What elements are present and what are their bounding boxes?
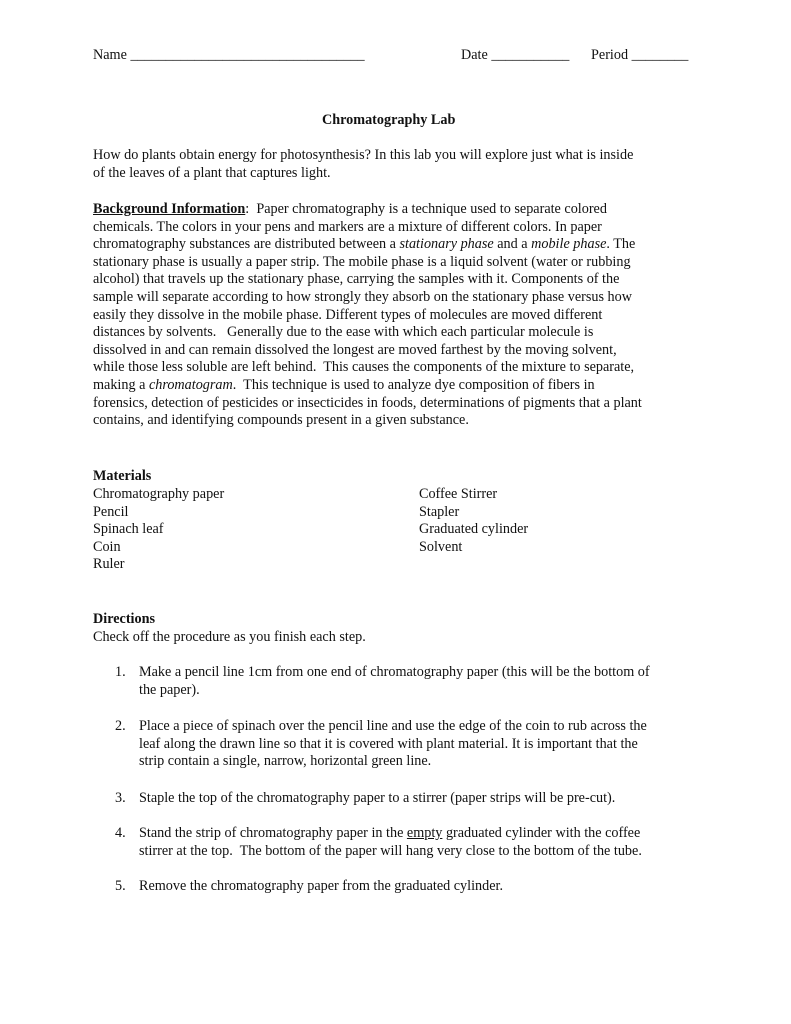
materials-heading: Materials <box>93 468 152 484</box>
period-blank: ________ <box>631 47 689 63</box>
date-field <box>461 47 569 65</box>
intro-line: of the leaves of a plant that captures light. <box>93 164 331 181</box>
material-item: Chromatography paper <box>93 486 225 502</box>
date-blank: ___________ <box>491 47 570 63</box>
intro-paragraph <box>93 147 633 182</box>
empty-emphasis: empty <box>406 825 443 841</box>
material-item: Ruler <box>93 556 125 573</box>
background-paragraph <box>93 201 642 430</box>
period-field <box>591 47 688 65</box>
mobile-phase-term: mobile phase <box>531 236 607 253</box>
step-text: Staple the top of the chromatography paper to a stirrer (paper strips will be pre-cut). <box>139 790 616 806</box>
background-line: contains, and identifying compounds present in a given substance. <box>93 412 469 429</box>
directions-subheading: Check off the procedure as you finish each step. <box>93 629 366 645</box>
step-text: leaf along the drawn line so that it is covered with plant material. It is important that the <box>139 735 638 752</box>
background-line: distances by solvents. Generally due to the ease with which each particular molecule is <box>93 324 594 341</box>
background-line: dissolved in and can remain dissolved the longest are moved farthest by the moving solvent, <box>93 341 617 358</box>
material-item: Coin <box>93 538 121 555</box>
materials-list-left <box>93 486 224 574</box>
background-line: stationary phase is usually a paper strip. The mobile phase is a liquid solvent (water or rubbing <box>93 253 631 270</box>
stationary-phase-term: stationary phase <box>399 236 494 253</box>
step-number: 2. <box>115 718 126 734</box>
material-item: Graduated cylinder <box>419 521 529 538</box>
material-item: Solvent <box>419 538 463 555</box>
step-text: strip contain a single, narrow, horizontal green line. <box>139 753 432 770</box>
background-line: easily they dissolve in the mobile phase. Different types of molecules are moved different <box>93 306 603 323</box>
material-item: Pencil <box>93 503 129 520</box>
background-line: forensics, detection of pesticides or insecticides in foods, determinations of pigments that a plant <box>93 394 642 411</box>
background-line: sample will separate according to how strongly they absorb on the stationary phase versus how <box>93 288 632 305</box>
page-title: Chromatography Lab <box>322 112 456 128</box>
background-line: while those less soluble are left behind. This causes the components of the mixture to separate, <box>93 359 635 376</box>
step-text: the paper). <box>139 681 200 698</box>
background-line: alcohol) that travels up the stationary phase, carrying the samples with it. Components of the <box>93 271 620 288</box>
background-line: making a chromatogram. This technique is used to analyze dye composition of fibers in <box>93 376 595 393</box>
step-text: Place a piece of spinach over the pencil line and use the edge of the coin to rub across the <box>139 718 647 734</box>
name-field <box>93 47 365 65</box>
step-text: Remove the chromatography paper from the graduated cylinder. <box>139 878 504 894</box>
step-number: 3. <box>115 790 126 806</box>
background-line: Background Information: Paper chromatography is a technique used to separate colored <box>93 201 607 217</box>
intro-line: How do plants obtain energy for photosynthesis? In this lab you will explore just what is inside <box>93 147 634 163</box>
chromatogram-term: chromatogram <box>148 376 233 393</box>
step-number: 1. <box>115 664 126 680</box>
step-text: stirrer at the top. The bottom of the paper will hang very close to the bottom of the tube. <box>139 842 642 859</box>
background-line: chromatography substances are distributed between a stationary phase and a mobile phase. The <box>93 236 636 253</box>
material-item: Stapler <box>419 503 460 520</box>
name-label: Name <box>93 47 127 63</box>
name-blank: _________________________________ <box>130 47 365 63</box>
date-label: Date <box>461 47 488 63</box>
step-number: 4. <box>115 825 126 841</box>
period-label: Period <box>591 47 629 63</box>
background-heading: Background Information <box>93 201 246 217</box>
background-line: chemicals. The colors in your pens and markers are a mixture of different colors. In paper <box>93 218 602 235</box>
materials-list-right <box>419 486 528 556</box>
material-item: Coffee Stirrer <box>419 486 498 502</box>
step-number: 5. <box>115 878 126 894</box>
directions-heading: Directions <box>93 611 155 627</box>
step-text: Stand the strip of chromatography paper in the empty graduated cylinder with the coffee <box>139 825 641 841</box>
step-text: Make a pencil line 1cm from one end of chromatography paper (this will be the bottom of <box>139 664 650 680</box>
material-item: Spinach leaf <box>93 521 164 538</box>
